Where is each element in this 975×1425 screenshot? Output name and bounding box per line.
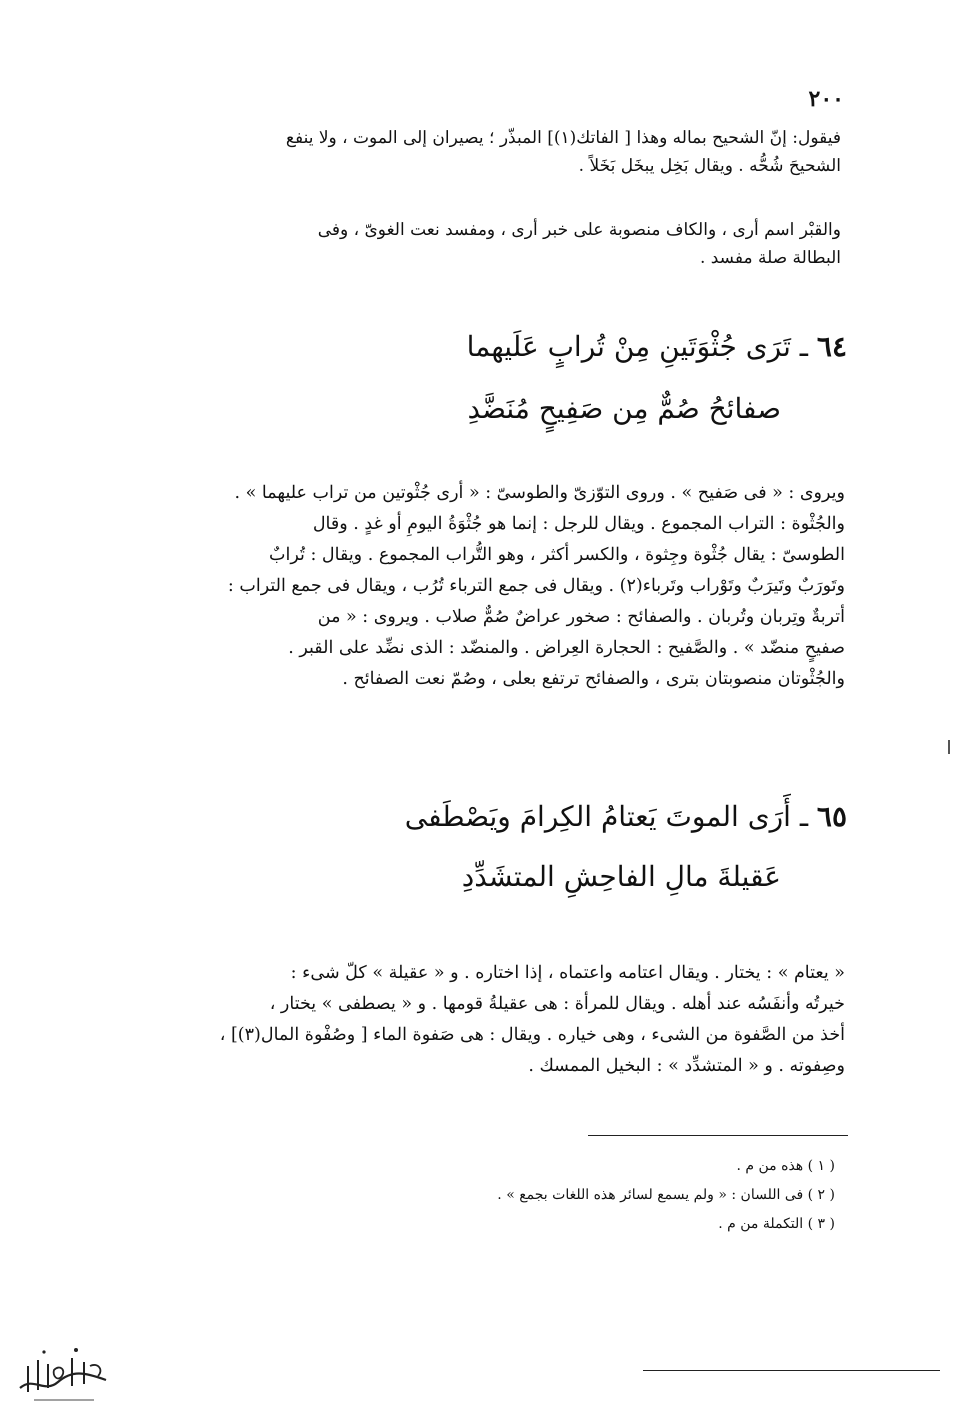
commentary-64	[123, 478, 845, 695]
intro-paragraph-2	[125, 216, 841, 272]
intro2-line: البطالة صلة مفسد .	[699, 248, 841, 268]
verse-64-line-2: صفائحُ صُمٌّ مِن صَفِيحٍ مُنَضَّدِ	[467, 392, 781, 425]
verse-text: ـ أَرَى الموتَ يَعتامُ الكِرامَ ويَصْطَفى	[404, 800, 809, 833]
commentary-line: الطوسىّ : يقال جُثْوة وجِثوة ، والكسر أكثر ، وهو التُّراب المجموع . ويقال : تُرابٌ	[269, 545, 845, 565]
commentary-line: ويروى : « فى صَفيح » . وروى التوّزىّ والطوسىّ : « أرى جُثْوتين من تراب عليهما » .	[234, 483, 845, 503]
footnotes	[497, 1152, 835, 1239]
commentary-line: أتربةٌ وتِربان وتُربان . والصفائح : صخور عراضٌ صُمٌّ صلاب . ويروى : « من	[317, 607, 845, 627]
page-number: ٢٠٠	[808, 86, 844, 112]
intro-paragraph	[125, 124, 841, 180]
intro2-line: والقبْر اسم أرى ، والكاف منصوبة على خبر أرى ، ومفسد نعت الغوىّ ، وفى	[317, 220, 841, 240]
footnote: ( ٣ ) التكملة من م .	[718, 1216, 835, 1232]
verse-text: ـ تَرَى جُثْوَتَينِ مِنْ تُرابٍ عَلَيهما	[466, 330, 809, 363]
bottom-rule	[643, 1370, 940, 1371]
commentary-line: وصِفوته . و « المتشدِّد » : البخيل الممسك .	[528, 1056, 845, 1076]
footnote: ( ١ ) هذه من م .	[736, 1158, 835, 1174]
intro-line: الشحيحَ شُحُّه . ويقال بَخِل يبخَل بَخَلاً .	[578, 156, 841, 176]
commentary-line: خيرتُه وأنفَسُه عند أهله . ويقال للمرأة : هى عقيلةُ قومها . و « يصطفى » يختار ،	[269, 994, 845, 1014]
verse-number: ٦٤	[816, 330, 847, 363]
verse-number: ٦٥	[816, 800, 847, 833]
intro-line: فيقول: إنّ الشحيح بماله وهذا [ الفاتك(١)] المبذّر ؛ يصيران إلى الموت ، ولا ينفع	[285, 128, 841, 148]
margin-mark	[948, 740, 950, 754]
verse-65-line-1	[405, 800, 847, 833]
publisher-logo	[14, 1336, 112, 1408]
commentary-line: وتَورَبٌ وتَيرَبٌ وتَوْراب وتَرباء(٢) . ويقال فى جمع الترباء تُرُب ، ويقال فى جمع التراب :	[227, 576, 845, 596]
commentary-line: والجُثْوتان منصوبتان بترى ، والصفائح ترتفع بعلى ، وصُمّ نعت الصفائح .	[342, 669, 845, 689]
commentary-line: أخذ من الصَّفوة من الشىء ، وهى خياره . ويقال : هى صَفوة الماء [ وصُفْوة المال(٣)] ،	[219, 1025, 845, 1045]
footnote-divider	[588, 1135, 848, 1136]
commentary-line: والجُثْوة : التراب المجموع . ويقال للرجل : إنما هو جُثْوَةُ اليومِ أو غدٍ . وقال	[312, 514, 845, 534]
footnote: ( ٢ ) فى اللسان : « ولم يسمع لسائر هذه اللغات بجمع » .	[497, 1187, 835, 1203]
commentary-line: صفيحٍ منضّد » . والصَّفيح : الحجارة العِراض . والمنضّد : الذى نضِّد على القبر .	[288, 638, 845, 658]
commentary-65	[123, 958, 845, 1082]
verse-65-line-2: عَقيلةَ مالِ الفاحِشِ المتشَدِّدِ	[461, 860, 781, 893]
verse-64-line-1	[467, 330, 847, 363]
commentary-line: « يعتام » : يختار . ويقال اعتامه واعتماه ، إذا اختاره . و « عقيلة » كلّ شىء :	[290, 963, 845, 983]
